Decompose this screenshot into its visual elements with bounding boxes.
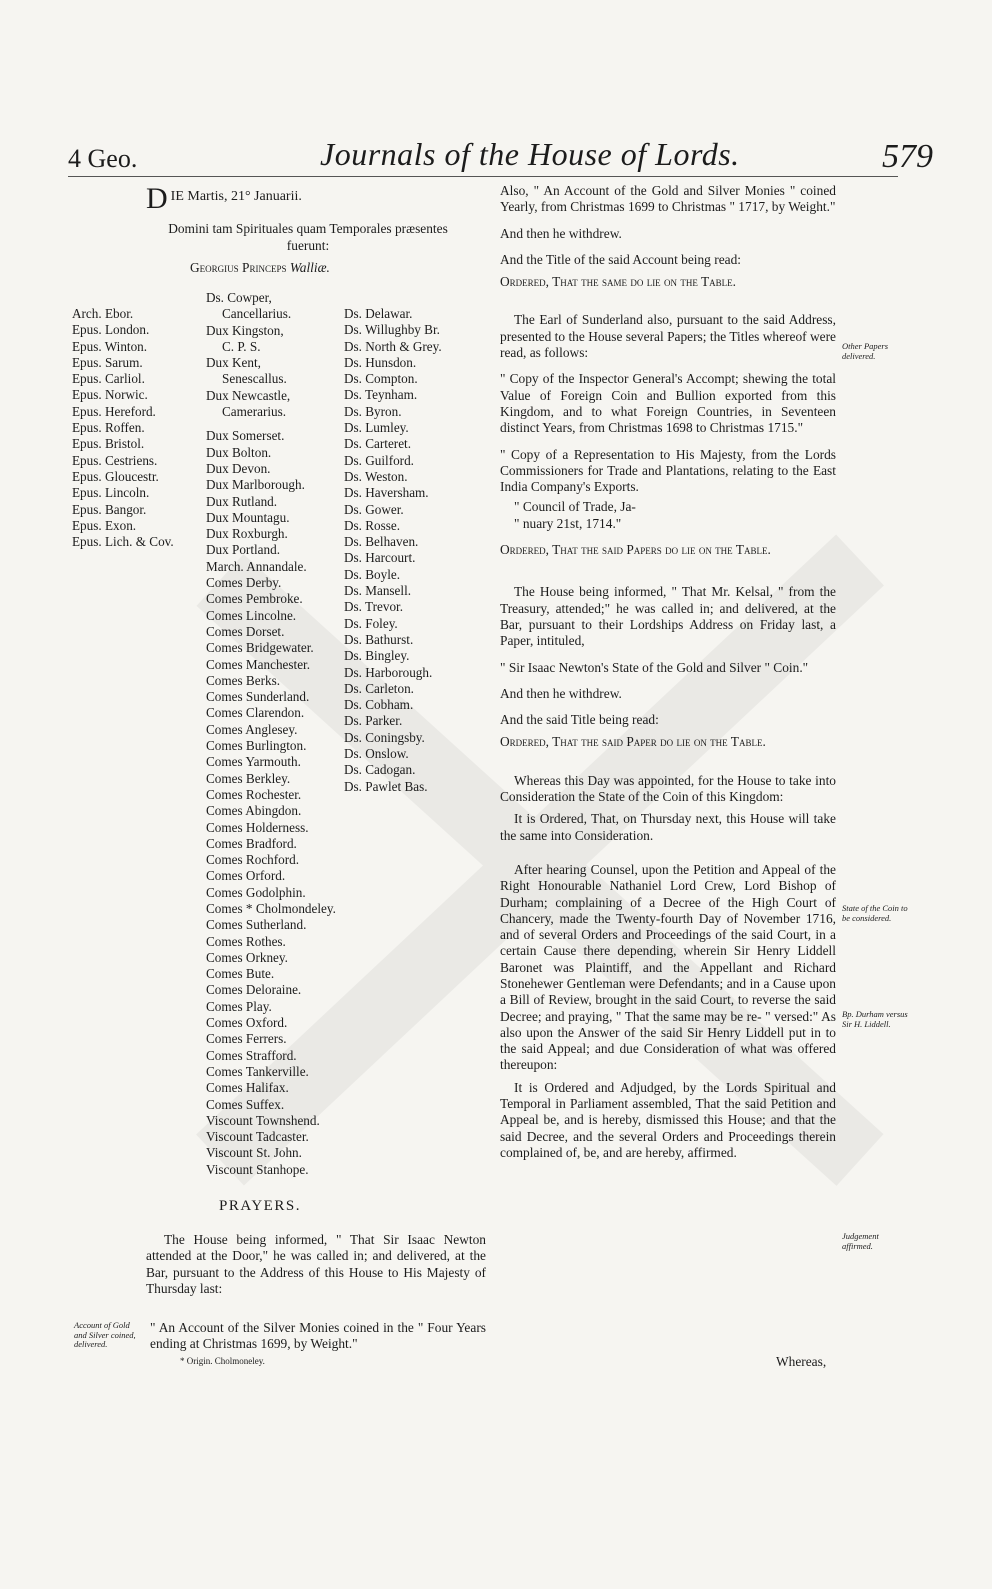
list-item: Comes Orkney. <box>206 949 288 965</box>
list-item: Ds. North & Grey. <box>344 338 442 354</box>
list-item: Ds. Cobham. <box>344 697 414 713</box>
list-item: Ds. Coningsby. <box>344 729 425 745</box>
list-item: Ds. Onslow. <box>344 746 409 762</box>
margin-judgement: Judgement affirmed. <box>842 1231 879 1251</box>
list-item <box>206 420 336 428</box>
list-item: Comes Clarendon. <box>206 705 305 721</box>
drop-cap: D <box>146 182 168 215</box>
list-item: Ds. Harcourt. <box>344 550 416 566</box>
list-item: Comes Bridgewater. <box>206 640 314 656</box>
list-item: Ds. Byron. <box>344 403 402 419</box>
list-item: Comes Rothes. <box>206 933 286 949</box>
list-item: C. P. S. <box>222 338 261 354</box>
list-item: Ds. Bathurst. <box>344 631 414 647</box>
lords-list-b <box>344 306 442 795</box>
list-item: Epus. Winton. <box>72 338 148 354</box>
list-item: Dux Kent, <box>206 355 261 371</box>
council-trade-2: " nuary 21st, 1714." <box>514 515 622 531</box>
list-item: Ds. Belhaven. <box>344 534 419 550</box>
list-item: Comes Suffex. <box>206 1096 285 1112</box>
durham-para: After hearing Counsel, upon the Petition and Appeal of the Right Honourable Nathaniel Lord Crew, Lord Bishop of Durham; complaining of a Decree of the High Court of Chancery, made the Twenty-fourth Day of November 1716, and of several Orders and Proceedings of the said Court, in a certain Cause there depending, wherein Sir Henry Liddell Baronet was Plaintiff, and the Appellant and Richard Stonehewer Gentleman were Defendants; and in a Cause upon a Bill of Review, brought in the said Court, to reverse the said Decree; and praying, " That the same may be re- " versed:" As also upon the Answer of the said Sir Henry Liddell put in to the said Appeal; and due Consideration of what was offered thereupon: <box>500 861 836 1073</box>
list-item: Comes Tankerville. <box>206 1063 309 1079</box>
list-item: Comes Oxford. <box>206 1015 288 1031</box>
coin-para: Whereas this Day was appointed, for the House to take into Consideration the State of the Coin of this Kingdom: <box>500 772 836 805</box>
list-item: Dux Devon. <box>206 460 271 476</box>
list-item: Comes Derby. <box>206 575 282 591</box>
newton-state: " Sir Isaac Newton's State of the Gold and Silver " Coin." <box>500 659 809 675</box>
list-item: Comes Manchester. <box>206 656 311 672</box>
list-item: Dux Bolton. <box>206 444 272 460</box>
list-item: Dux Newcastle, <box>206 387 291 403</box>
list-item: Viscount Townshend. <box>206 1112 320 1128</box>
list-item: Senescallus. <box>222 371 287 387</box>
margin-other-papers: Other Papers delivered. <box>842 341 889 361</box>
order-1: Ordered, That the same do lie on the Table. <box>500 274 737 290</box>
right-text <box>500 183 836 1161</box>
page-title: Journals of the House of Lords. <box>320 136 740 172</box>
list-item: Comes Orford. <box>206 868 286 884</box>
list-item: Epus. Bristol. <box>72 436 145 452</box>
list-item: Ds. Harborough. <box>344 664 433 680</box>
list-item: Arch. Ebor. <box>72 306 134 321</box>
date-line: D IE Martis, 21° Januarii. <box>146 182 302 215</box>
list-item: Ds. Rosse. <box>344 517 401 533</box>
list-item: Ds. Haversham. <box>344 485 429 501</box>
list-item: Ds. Compton. <box>344 371 418 387</box>
list-item: Ds. Boyle. <box>344 566 401 582</box>
list-item: Epus. Roffen. <box>72 420 145 436</box>
silver-account: " An Account of the Silver Monies coined in the " Four Years ending at Christmas 1699, by Weight." <box>150 1320 486 1352</box>
list-item: Epus. Exon. <box>72 517 137 533</box>
list-item: Comes Burlington. <box>206 738 307 754</box>
gold-account: Also, " An Account of the Gold and Silver Monies " coined Yearly, from Christmas 1699 to Christmas " 1717, by Weight." <box>500 183 836 215</box>
list-item: Comes Deloraine. <box>206 982 302 998</box>
list-item: Dux Portland. <box>206 542 280 558</box>
list-item: Ds. Hunsdon. <box>344 354 417 370</box>
footnote: * Origin. Cholmoneley. <box>180 1356 265 1366</box>
sunderland-para: The Earl of Sunderland also, pursuant to the said Address, presented to the House several Papers; the Titles whereof were read, as follows: <box>500 312 836 361</box>
list-item: Epus. London. <box>72 322 150 338</box>
list-item: Ds. Trevor. <box>344 599 403 615</box>
list-item: Epus. Lich. & Cov. <box>72 534 174 550</box>
list-item: Epus. Bangor. <box>72 501 147 517</box>
judgement-para: It is Ordered and Adjudged, by the Lords Spiritual and Temporal in Parliament assembled, That the said Petition and Appeal be, and is hereby, dismissed this House; and that the said Decree, and the several Orders and Proceedings therein complained of, be, and are hereby, affirmed. <box>500 1079 836 1160</box>
inspector-copy: " Copy of the Inspector General's Accompt; shewing the total Value of Foreign Coin and Bullion exported from this Kingdom, and to what Foreign Countries, in Seventeen distinct Years, from Christmas 1698 to Christmas 1715." <box>500 371 836 436</box>
list-item: Comes * Cholmondeley. <box>206 900 336 916</box>
order-2: Ordered, That the said Papers do lie on the Table. <box>500 542 771 558</box>
list-item: Comes Bute. <box>206 966 275 982</box>
list-item: Comes Yarmouth. <box>206 754 301 770</box>
list-item: Ds. Willughby Br. <box>344 322 440 338</box>
present-line: Domini tam Spirituales quam Temporales præsentes fuerunt: <box>168 221 448 253</box>
page-number: 579 <box>882 138 933 175</box>
withdrew-2: And then he withdrew. <box>500 685 622 701</box>
header-rule <box>68 176 898 177</box>
list-item: Ds. Cadogan. <box>344 762 416 778</box>
council-trade-1: " Council of Trade, Ja- <box>514 499 636 515</box>
list-item: Dux Kingston, <box>206 322 284 338</box>
list-item: Comes Holderness. <box>206 819 309 835</box>
list-item: Epus. Lincoln. <box>72 485 150 501</box>
list-item: Camerarius. <box>222 404 287 420</box>
list-item: Epus. Norwic. <box>72 387 148 403</box>
list-item: Ds. Guilford. <box>344 452 414 468</box>
list-item: Comes Ferrers. <box>206 1031 287 1047</box>
newton-paragraph: The House being informed, " That Sir Isaac Newton attended at the Door," he was called in; and delivered, at the Bar, pursuant to the Address of this House to His Majesty of Thursday last: <box>146 1232 486 1296</box>
list-item: Epus. Hereford. <box>72 403 156 419</box>
lords-list-a <box>206 290 336 1178</box>
list-item: Ds. Weston. <box>344 468 408 484</box>
list-item: Epus. Cestriens. <box>72 452 158 468</box>
list-item: Comes Berkley. <box>206 770 291 786</box>
margin-account: Account of Gold and Silver coined, delivered. <box>74 1320 136 1349</box>
list-item: Comes Godolphin. <box>206 884 306 900</box>
list-item: Comes Bradford. <box>206 835 297 851</box>
list-item: Epus. Carliol. <box>72 371 145 387</box>
withdrew-1: And then he withdrew. <box>500 225 622 241</box>
list-item: Dux Somerset. <box>206 428 285 444</box>
list-item: Comes Sutherland. <box>206 917 307 933</box>
list-item: Viscount Stanhope. <box>206 1161 309 1177</box>
list-item: Cancellarius. <box>222 306 292 322</box>
order-3: Ordered, That the said Paper do lie on the Table. <box>500 734 766 750</box>
list-item: Viscount St. John. <box>206 1145 302 1161</box>
list-item: Ds. Bingley. <box>344 648 410 664</box>
prayers-heading: PRAYERS. <box>219 1198 301 1214</box>
list-item: Dux Marlborough. <box>206 477 305 493</box>
list-item: Comes Strafford. <box>206 1047 297 1063</box>
list-item: Comes Sunderland. <box>206 689 310 705</box>
margin-state-coin: State of the Coin to be considered. <box>842 903 908 923</box>
title-read-2: And the said Title being read: <box>500 712 659 728</box>
margin-durham: Bp. Durham versus Sir H. Liddell. <box>842 1009 908 1029</box>
catchword: Whereas, <box>776 1354 827 1369</box>
bishops-list <box>72 306 174 550</box>
list-item: Dux Roxburgh. <box>206 526 288 542</box>
list-item: Ds. Cowper, <box>206 290 272 305</box>
reign-label: 4 Geo. <box>68 144 138 173</box>
list-item: Ds. Parker. <box>344 713 403 729</box>
list-item: March. Annandale. <box>206 558 307 574</box>
list-item: Comes Play. <box>206 998 272 1014</box>
list-item: Comes Lincolne. <box>206 607 297 623</box>
kelsal-para: The House being informed, " That Mr. Kelsal, " from the Treasury, attended;" he was called in; and delivered, at the Bar, pursuant to their Lordships Address on Friday last, a Paper, intituled, <box>500 584 836 649</box>
list-item: Comes Pembroke. <box>206 591 303 607</box>
list-item: Dux Mountagu. <box>206 509 290 525</box>
list-item: Ds. Carleton. <box>344 680 414 696</box>
list-item: Comes Halifax. <box>206 1080 289 1096</box>
list-item: Ds. Gower. <box>344 501 404 517</box>
order-thursday: It is Ordered, That, on Thursday next, this House will take the same into Consideration. <box>500 811 836 843</box>
list-item: Ds. Lumley. <box>344 420 409 436</box>
list-item: Comes Dorset. <box>206 623 285 639</box>
representation-copy: " Copy of a Representation to His Majesty, from the Lords Commissioners for Trade and Plantations, relating to the East India Company's Exports. <box>500 446 836 495</box>
list-item: Ds. Foley. <box>344 615 398 631</box>
list-item: Dux Rutland. <box>206 493 278 509</box>
list-item: Ds. Delawar. <box>344 306 413 321</box>
list-item: Epus. Sarum. <box>72 354 143 370</box>
list-item: Comes Rochford. <box>206 852 300 868</box>
prince-line: Georgius Princeps Walliæ. <box>190 260 330 275</box>
list-item: Comes Berks. <box>206 672 280 688</box>
list-item: Ds. Carteret. <box>344 436 412 452</box>
list-item: Comes Anglesey. <box>206 721 298 737</box>
list-item: Ds. Pawlet Bas. <box>344 778 428 794</box>
list-item: Comes Abingdon. <box>206 803 302 819</box>
list-item: Ds. Mansell. <box>344 583 412 599</box>
list-item: Comes Rochester. <box>206 786 302 802</box>
list-item: Ds. Teynham. <box>344 387 418 403</box>
title-read-1: And the Title of the said Account being read: <box>500 251 741 267</box>
list-item: Viscount Tadcaster. <box>206 1129 309 1145</box>
list-item: Epus. Gloucestr. <box>72 468 159 484</box>
